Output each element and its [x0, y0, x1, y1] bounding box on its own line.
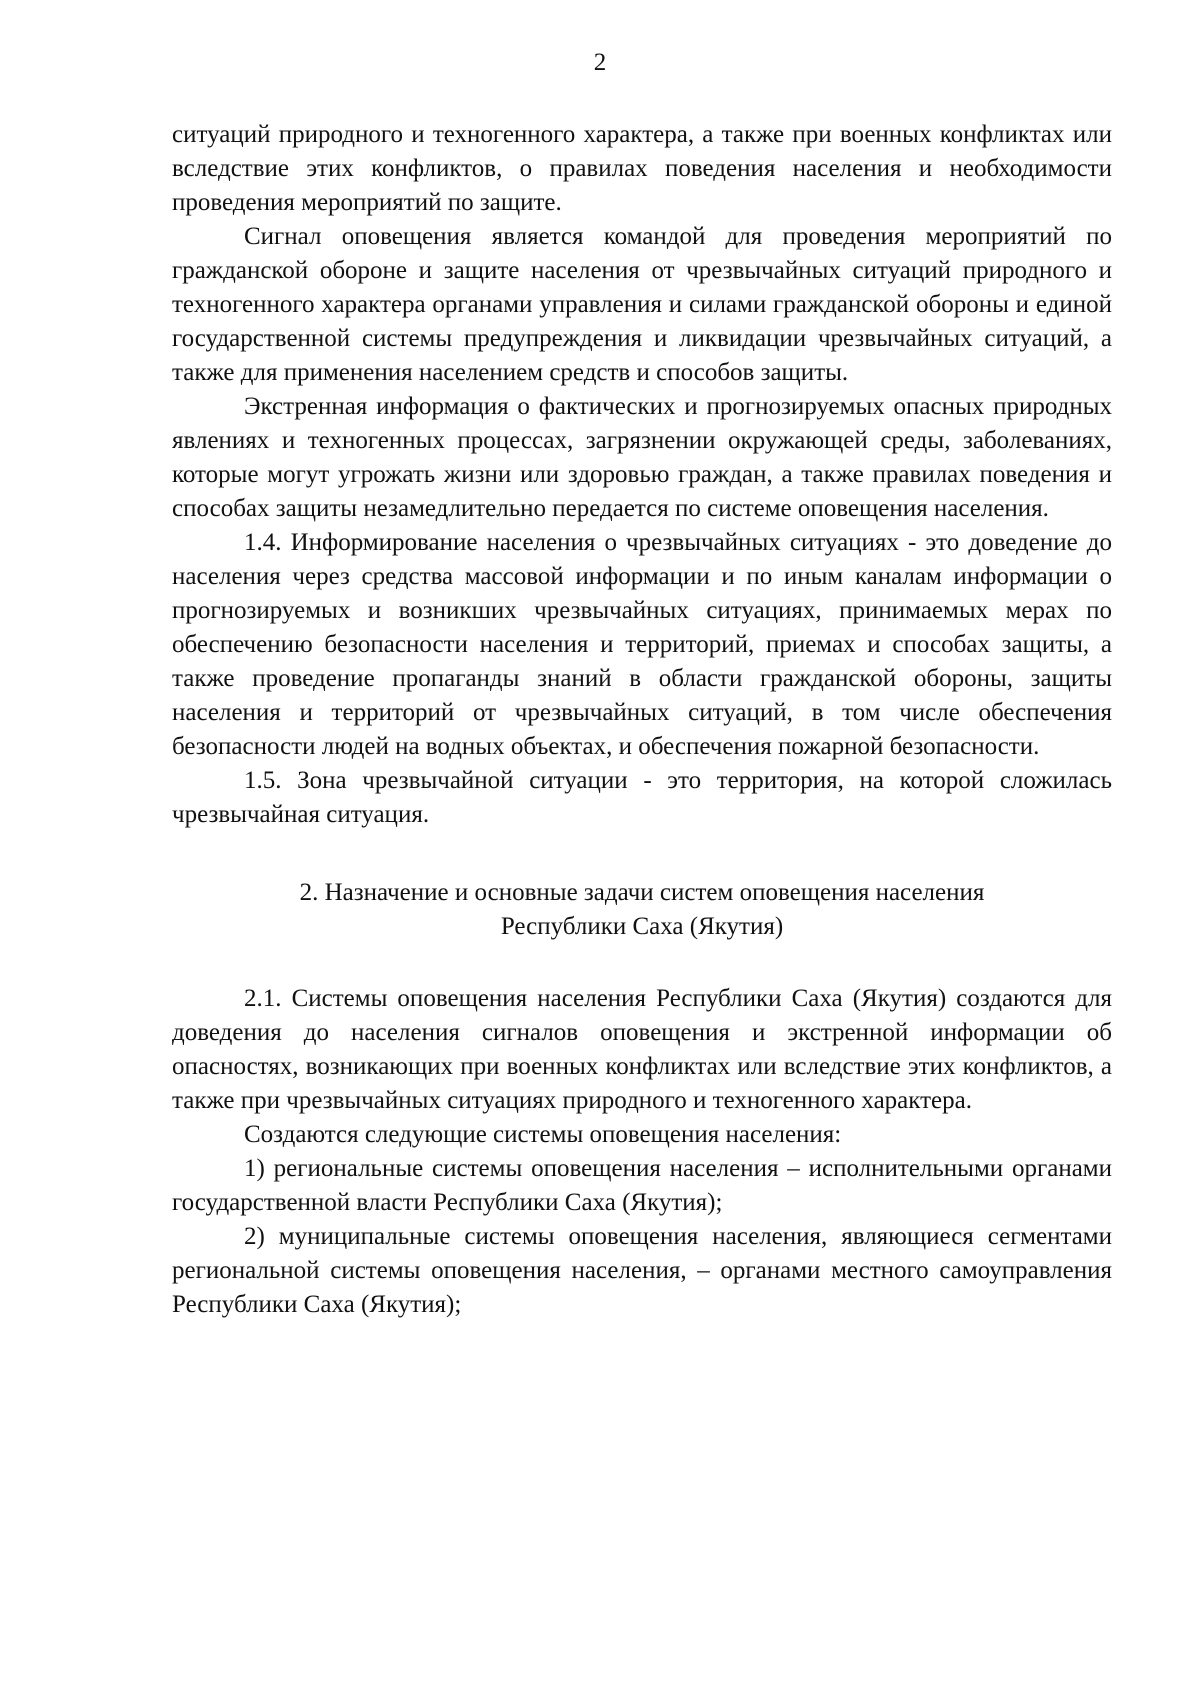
section-heading-line-1: 2. Назначение и основные задачи систем оповещения населения: [299, 879, 985, 906]
paragraph-systems-created: Создаются следующие системы оповещения населения:: [244, 1121, 842, 1148]
paragraph-2-1: 2.1. Системы оповещения населения Республики Саха (Якутия) создаются для доведения до населения сигналов оповещения и экстренной информации об опасностях, возникающих при военных конфликтах или вследствие этих конфликтов, а также при чрезвычайных ситуациях природного и техногенного характера.: [172, 985, 1112, 1114]
paragraph-1-5: 1.5. Зона чрезвычайной ситуации - это территория, на которой сложилась чрезвычайная ситуация.: [172, 767, 1112, 828]
section-heading-line-2: Республики Саха (Якутия): [500, 913, 784, 940]
document-body: [172, 118, 1112, 1322]
section-heading: [172, 876, 1112, 944]
list-item-1: 1) региональные системы оповещения населения – исполнительными органами государственной власти Республики Саха (Якутия);: [172, 1155, 1112, 1216]
paragraph-continuation: ситуаций природного и техногенного характера, а также при военных конфликтах или вследствие этих конфликтов, о правилах поведения населения и необходимости проведения мероприятий по защите.: [172, 121, 1112, 216]
paragraph-emergency-info: Экстренная информация о фактических и прогнозируемых опасных природных явлениях и техногенных процессах, загрязнении окружающей среды, заболеваниях, которые могут угрожать жизни или здоровью граждан, а также правилах поведения и способах защиты незамедлительно передается по системе оповещения населения.: [172, 393, 1112, 522]
paragraph-alert-signal: Сигнал оповещения является командой для проведения мероприятий по гражданской обороне и защите населения от чрезвычайных ситуаций природного и техногенного характера органами управления и силами гражданской обороны и единой государственной системы предупреждения и ликвидации чрезвычайных ситуаций, а также для применения населением средств и способов защиты.: [172, 223, 1112, 386]
page-number: 2: [593, 49, 607, 76]
paragraph-1-4: 1.4. Информирование населения о чрезвычайных ситуациях - это доведение до населения через средства массовой информации и по иным каналам информации о прогнозируемых и возникших чрезвычайных ситуациях, принимаемых мерах по обеспечению безопасности населения и территорий, приемах и способах защиты, а также проведение пропаганды знаний в области гражданской обороны, защиты населения и территорий от чрезвычайных ситуаций, в том числе обеспечения безопасности людей на водных объектах, и обеспечения пожарной безопасности.: [172, 529, 1112, 760]
list-item-2: 2) муниципальные системы оповещения населения, являющиеся сегментами региональной системы оповещения населения, – органами местного самоуправления Республики Саха (Якутия);: [172, 1223, 1112, 1318]
